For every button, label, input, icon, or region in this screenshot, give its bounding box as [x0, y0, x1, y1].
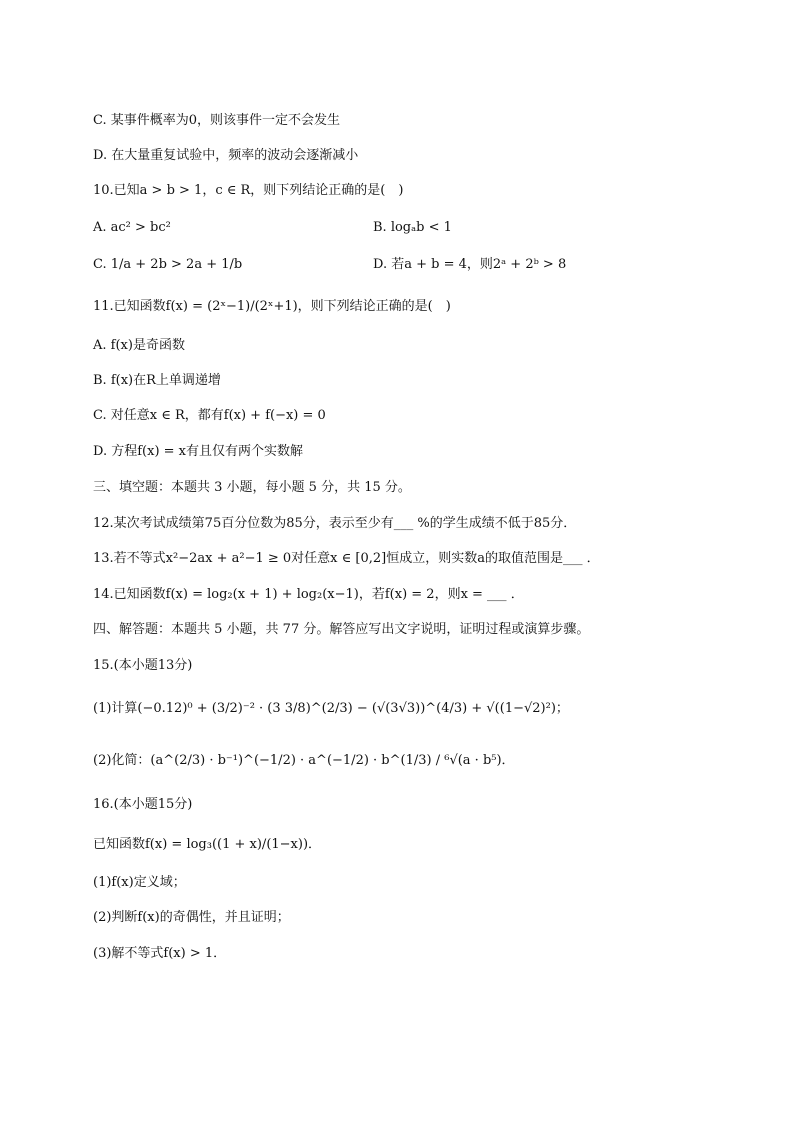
- q12: 12.某次考试成绩第75百分位数为85分，表示至少有___ %的学生成绩不低于85分．: [93, 516, 577, 531]
- q16-part-3: (3)解不等式f(x) > 1．: [93, 946, 227, 961]
- q11-option-c: C. 对任意x ∈ R，都有f(x) + f(−x) = 0: [93, 408, 326, 423]
- q11-option-d: D. 方程f(x) = x有且仅有两个实数解: [93, 444, 303, 459]
- q9-option-d: D. 在大量重复试验中，频率的波动会逐渐减小: [93, 148, 359, 163]
- q15-part-1: (1)计算(−0.12)⁰ + (3/2)⁻² · (3 3/8)^(2/3) − (√(3√3))^(4/3) + √((1−√2)²)；: [93, 701, 569, 716]
- q9-option-c: C. 某事件概率为0，则该事件一定不会发生: [93, 113, 341, 128]
- q15-part-2: (2)化简：(a^(2/3) · b⁻¹)^(−1/2) · a^(−1/2) · b^(1/3) / ⁶√(a · b⁵)．: [93, 753, 515, 768]
- q16-stem: 已知函数f(x) = log₃((1 + x)/(1−x))．: [93, 837, 322, 852]
- q11-option-b: B. f(x)在R上单调递增: [93, 373, 221, 388]
- q10-option-b: B. logₐb < 1: [373, 220, 452, 235]
- q10-option-d: D. 若a + b = 4，则2ᵃ + 2ᵇ > 8: [373, 257, 567, 272]
- q10-stem: 10.已知a > b > 1，c ∈ R，则下列结论正确的是( ): [93, 183, 404, 198]
- q16-title: 16.(本小题15分): [93, 797, 193, 812]
- q14: 14.已知函数f(x) = log₂(x + 1) + log₂(x−1)，若f(x) = 2，则x = ___ ．: [93, 587, 524, 602]
- section-4-heading: 四、解答题：本题共 5 小题，共 77 分。解答应写出文字说明，证明过程或演算步骤。: [93, 622, 590, 637]
- section-3-heading: 三、填空题：本题共 3 小题，每小题 5 分，共 15 分。: [93, 480, 411, 495]
- q11-stem: 11.已知函数f(x) = (2ˣ−1)/(2ˣ+1)，则下列结论正确的是( ): [93, 299, 451, 314]
- q15-title: 15.(本小题13分): [93, 658, 193, 673]
- q13: 13.若不等式x²−2ax + a²−1 ≥ 0对任意x ∈ [0,2]恒成立，则实数a的取值范围是___ ．: [93, 551, 600, 566]
- q16-part-1: (1)f(x)定义域；: [93, 875, 186, 890]
- q16-part-2: (2)判断f(x)的奇偶性，并且证明；: [93, 910, 290, 925]
- q11-option-a: A. f(x)是奇函数: [93, 338, 185, 353]
- q10-option-a: A. ac² > bc²: [93, 220, 171, 235]
- q10-option-c: C. 1/a + 2b > 2a + 1/b: [93, 257, 243, 272]
